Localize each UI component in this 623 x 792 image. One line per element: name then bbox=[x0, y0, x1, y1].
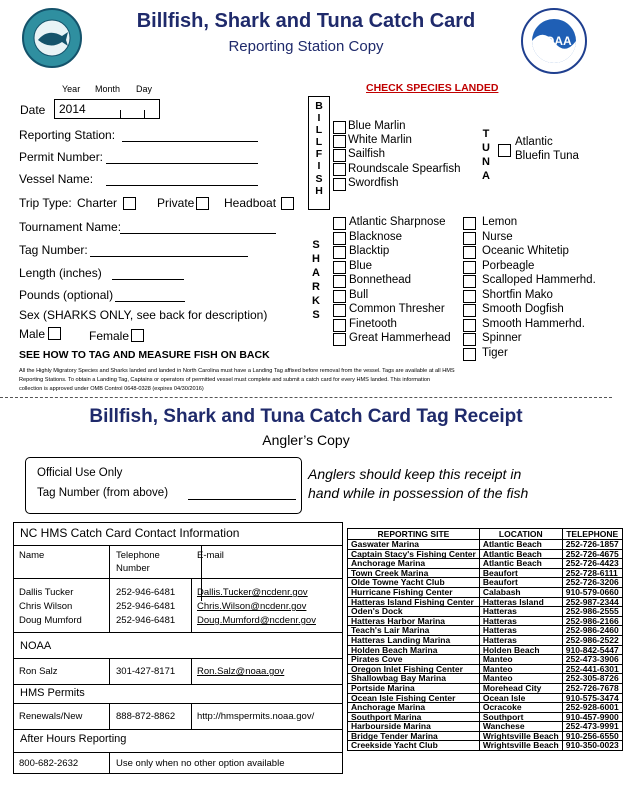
shark-species-checkbox[interactable] bbox=[463, 232, 476, 245]
shark-species-checkbox[interactable] bbox=[333, 217, 346, 230]
billfish-section bbox=[308, 96, 330, 210]
shark-species-checkbox[interactable] bbox=[333, 333, 346, 346]
receipt-tag-number-field[interactable] bbox=[188, 499, 296, 500]
fine-print-line3: collection is approved under OMB Control 0648-0328 (expires 04/30/2016) bbox=[19, 386, 204, 392]
shark-species-checkbox[interactable] bbox=[463, 275, 476, 288]
tournament-name-field[interactable] bbox=[120, 233, 276, 234]
shark-species-label: Spinner bbox=[482, 332, 522, 344]
name-header: Name bbox=[19, 550, 45, 561]
male-checkbox[interactable] bbox=[48, 327, 61, 340]
contact-phone: 252-946-6481 bbox=[116, 587, 176, 598]
telephone-cell: 910-350-0023 bbox=[562, 741, 622, 751]
table-row bbox=[348, 587, 623, 597]
telephone-cell: 910-575-3474 bbox=[562, 693, 622, 703]
noaa-contact-name: Ron Salz bbox=[19, 666, 58, 677]
location-cell: Southport bbox=[479, 712, 562, 722]
site-cell: Town Creek Marina bbox=[348, 568, 480, 578]
shark-species-checkbox[interactable] bbox=[463, 333, 476, 346]
table-row bbox=[348, 722, 623, 732]
contact-phone: 252-946-6481 bbox=[116, 601, 176, 612]
shark-species-label: Shortfin Mako bbox=[482, 288, 553, 301]
headboat-checkbox[interactable] bbox=[281, 197, 294, 210]
shark-species-checkbox[interactable] bbox=[333, 290, 346, 303]
shark-species-checkbox[interactable] bbox=[463, 304, 476, 317]
contact-phone: 252-946-6481 bbox=[116, 615, 176, 626]
white-marlin-label: White Marlin bbox=[348, 134, 412, 146]
site-cell: Bridge Tender Marina bbox=[348, 731, 480, 741]
site-cell: Gaswater Marina bbox=[348, 540, 480, 550]
site-cell: Harbourside Marina bbox=[348, 722, 480, 732]
private-label: Private bbox=[157, 196, 195, 210]
contact-email-link[interactable]: Chris.Wilson@ncdenr.gov bbox=[197, 601, 307, 612]
location-cell: Wrightsville Beach bbox=[479, 731, 562, 741]
pounds-label: Pounds (optional) bbox=[19, 288, 114, 302]
telephone-cell: 252-986-2555 bbox=[562, 607, 622, 617]
site-cell: Hatteras Landing Marina bbox=[348, 635, 480, 645]
table-row bbox=[348, 635, 623, 645]
contact-name: Doug Mumford bbox=[19, 615, 82, 626]
swordfish-checkbox[interactable] bbox=[333, 178, 346, 191]
location-cell: Morehead City bbox=[479, 683, 562, 693]
location-cell: Hatteras Island bbox=[479, 597, 562, 607]
white-marlin-checkbox[interactable] bbox=[333, 135, 346, 148]
see-how-note: SEE HOW TO TAG AND MEASURE FISH ON BACK bbox=[19, 349, 270, 361]
tuna-label-line2: Bluefin Tuna bbox=[515, 150, 579, 162]
shark-species-label: Porbeagle bbox=[482, 259, 535, 272]
noaa-contact-phone: 301-427-8171 bbox=[116, 666, 176, 677]
site-cell: Anchorage Marina bbox=[348, 559, 480, 569]
shark-species-label: Blue bbox=[349, 259, 373, 272]
charter-label: Charter bbox=[77, 196, 118, 210]
shark-species-checkbox[interactable] bbox=[463, 348, 476, 361]
location-cell: Atlantic Beach bbox=[479, 540, 562, 550]
site-cell: Oden's Dock bbox=[348, 607, 480, 617]
site-cell: Creekside Yacht Club bbox=[348, 741, 480, 751]
location-cell: Hatteras bbox=[479, 607, 562, 617]
length-field[interactable] bbox=[112, 279, 184, 280]
keep-note-line1: Anglers should keep this receipt in bbox=[308, 466, 522, 482]
telephone-cell: 910-579-0660 bbox=[562, 587, 622, 597]
sharks-letters: S H A R K S bbox=[312, 239, 320, 321]
day-label: Day bbox=[136, 84, 153, 94]
shark-species-label: Bonnethead bbox=[349, 274, 412, 286]
site-cell: Southport Marina bbox=[348, 712, 480, 722]
contact-name: Dallis Tucker bbox=[19, 587, 74, 598]
shark-species-label: Great Hammerhead bbox=[349, 332, 451, 344]
female-checkbox[interactable] bbox=[131, 329, 144, 342]
shark-species-label: Tiger bbox=[482, 346, 508, 359]
official-use-label: Official Use Only bbox=[37, 467, 123, 479]
phone-header-line1: Telephone bbox=[116, 550, 160, 561]
fine-print-line2: Reporting Stations. To obtain a Landing Tag, Captains or operators of permitted vessel must complete and submit a catch card for every HMS landed. This information bbox=[19, 377, 431, 383]
site-column-header: REPORTING SITE bbox=[348, 529, 480, 540]
check-species-label: CHECK SPECIES LANDED bbox=[366, 82, 499, 94]
reporting-station-label: Reporting Station: bbox=[19, 128, 116, 142]
trip-type-label: Trip Type: bbox=[19, 196, 72, 210]
contact-info-box bbox=[13, 522, 343, 774]
page-title: Billfish, Shark and Tuna Catch Card bbox=[136, 10, 476, 32]
telephone-cell: 252-987-2344 bbox=[562, 597, 622, 607]
shark-species-label: Smooth Hammerhd. bbox=[482, 317, 585, 330]
shark-species-label: Finetooth bbox=[349, 317, 397, 330]
noaa-logo-text: NOAA bbox=[536, 34, 572, 48]
tuna-letters: T U N A bbox=[482, 128, 490, 182]
shark-species-checkbox[interactable] bbox=[463, 217, 476, 230]
vessel-name-label: Vessel Name: bbox=[19, 172, 94, 186]
shark-species-label: Scalloped Hammerhd. bbox=[482, 274, 596, 286]
keep-note-line2: hand while in possession of the fish bbox=[308, 485, 529, 501]
location-cell: Wanchese bbox=[479, 722, 562, 732]
location-cell: Beaufort bbox=[479, 568, 562, 578]
contact-title: NC HMS Catch Card Contact Information bbox=[20, 526, 240, 540]
tag-number-label: Tag Number: bbox=[19, 243, 88, 257]
table-row bbox=[348, 607, 623, 617]
telephone-cell: 910-842-5447 bbox=[562, 645, 622, 655]
location-cell: Ocracoke bbox=[479, 703, 562, 713]
year-label: Year bbox=[62, 84, 81, 94]
contact-name: Chris Wilson bbox=[19, 601, 73, 612]
telephone-cell: 252-726-4675 bbox=[562, 549, 622, 559]
shark-species-checkbox[interactable] bbox=[333, 275, 346, 288]
site-cell: Hatteras Island Fishing Center bbox=[348, 597, 480, 607]
location-cell: Atlantic Beach bbox=[479, 559, 562, 569]
site-cell: Teach's Lair Marina bbox=[348, 626, 480, 636]
table-row bbox=[348, 626, 623, 636]
sailfish-label: Sailfish bbox=[348, 148, 386, 160]
site-cell: Shallowbag Bay Marina bbox=[348, 674, 480, 684]
telephone-cell: 252-986-2460 bbox=[562, 626, 622, 636]
vessel-name-field[interactable] bbox=[106, 185, 258, 186]
shark-species-checkbox[interactable] bbox=[333, 319, 346, 332]
month-label: Month bbox=[95, 84, 121, 94]
shark-species-checkbox[interactable] bbox=[333, 246, 346, 259]
site-cell: Olde Towne Yacht Club bbox=[348, 578, 480, 588]
shark-species-checkbox[interactable] bbox=[333, 304, 346, 317]
blue-marlin-label: Blue Marlin bbox=[348, 120, 406, 132]
location-cell: Manteo bbox=[479, 664, 562, 674]
telephone-cell: 910-457-9900 bbox=[562, 712, 622, 722]
table-row bbox=[348, 540, 623, 550]
telephone-cell: 252-441-6301 bbox=[562, 664, 622, 674]
telephone-cell: 252-305-8726 bbox=[562, 674, 622, 684]
sailfish-checkbox[interactable] bbox=[333, 149, 346, 162]
billfish-letters: B I L L F I S H bbox=[315, 100, 323, 197]
shark-species-checkbox[interactable] bbox=[463, 246, 476, 259]
site-cell: Oregon Inlet Fishing Center bbox=[348, 664, 480, 674]
location-cell: Holden Beach bbox=[479, 645, 562, 655]
hms-renewals-label: Renewals/New bbox=[19, 711, 83, 722]
shark-species-label: Oceanic Whitetip bbox=[482, 245, 569, 257]
noaa-contact-email-link[interactable]: Ron.Salz@noaa.gov bbox=[197, 666, 285, 677]
permit-number-label: Permit Number: bbox=[19, 150, 104, 164]
date-field[interactable] bbox=[54, 99, 160, 119]
table-row bbox=[348, 674, 623, 684]
official-use-box bbox=[25, 457, 302, 514]
shark-species-label: Nurse bbox=[482, 230, 513, 243]
shark-species-checkbox[interactable] bbox=[333, 232, 346, 245]
table-row bbox=[348, 703, 623, 713]
site-cell: Anchorage Marina bbox=[348, 703, 480, 713]
shark-species-label: Lemon bbox=[482, 216, 518, 228]
telephone-cell: 252-473-3906 bbox=[562, 655, 622, 665]
reporting-station-field[interactable] bbox=[122, 141, 258, 142]
site-cell: Captain Stacy's Fishing Center bbox=[348, 549, 480, 559]
contact-email-link[interactable]: Doug.Mumford@ncdenr.gov bbox=[197, 615, 316, 626]
shark-species-label: Common Thresher bbox=[349, 303, 445, 315]
sex-label: Sex (SHARKS ONLY, see back for description) bbox=[19, 308, 268, 322]
location-cell: Ocean Isle bbox=[479, 693, 562, 703]
receipt-subtitle: Angler’s Copy bbox=[262, 432, 350, 448]
location-cell: Manteo bbox=[479, 655, 562, 665]
tournament-name-label: Tournament Name: bbox=[19, 220, 122, 234]
noaa-section-label: NOAA bbox=[20, 640, 52, 652]
location-cell: Hatteras bbox=[479, 635, 562, 645]
site-cell: Hatteras Harbor Marina bbox=[348, 616, 480, 626]
shark-species-checkbox[interactable] bbox=[463, 290, 476, 303]
phone-header-line2: Number bbox=[116, 563, 150, 574]
location-cell: Calabash bbox=[479, 587, 562, 597]
shark-species-checkbox[interactable] bbox=[463, 261, 476, 274]
permit-number-field[interactable] bbox=[106, 163, 258, 164]
shark-species-checkbox[interactable] bbox=[333, 261, 346, 274]
site-cell: Portside Marina bbox=[348, 683, 480, 693]
location-column-header: LOCATION bbox=[479, 529, 562, 540]
charter-checkbox[interactable] bbox=[123, 197, 136, 210]
telephone-cell: 252-726-1857 bbox=[562, 540, 622, 550]
female-label: Female bbox=[89, 329, 130, 343]
telephone-cell: 252-726-3206 bbox=[562, 578, 622, 588]
contact-email-link[interactable]: Dallis.Tucker@ncdenr.gov bbox=[197, 587, 308, 598]
location-cell: Manteo bbox=[479, 674, 562, 684]
bluefin-tuna-checkbox[interactable] bbox=[498, 144, 511, 157]
date-year-value: 2014 bbox=[59, 102, 86, 116]
male-label: Male bbox=[19, 327, 46, 341]
telephone-cell: 252-473-9991 bbox=[562, 722, 622, 732]
after-hours-note: Use only when no other option available bbox=[116, 758, 285, 769]
cut-line bbox=[0, 397, 612, 398]
table-row bbox=[348, 741, 623, 751]
location-cell: Hatteras bbox=[479, 626, 562, 636]
telephone-cell: 252-726-4423 bbox=[562, 559, 622, 569]
location-cell: Hatteras bbox=[479, 616, 562, 626]
blue-marlin-checkbox[interactable] bbox=[333, 121, 346, 134]
shark-species-label: Blacktip bbox=[349, 245, 390, 257]
shark-species-label: Smooth Dogfish bbox=[482, 303, 564, 315]
site-cell: Pirates Cove bbox=[348, 655, 480, 665]
telephone-cell: 252-986-2166 bbox=[562, 616, 622, 626]
site-cell: Holden Beach Marina bbox=[348, 645, 480, 655]
email-header: E-mail bbox=[197, 550, 224, 561]
reporting-stations-table bbox=[347, 528, 623, 751]
after-hours-label: After Hours Reporting bbox=[20, 733, 127, 745]
tag-number-field[interactable] bbox=[90, 256, 248, 257]
shark-species-checkbox[interactable] bbox=[463, 319, 476, 332]
telephone-cell: 252-728-6111 bbox=[562, 568, 622, 578]
location-cell: Beaufort bbox=[479, 578, 562, 588]
site-cell: Ocean Isle Fishing Center bbox=[348, 693, 480, 703]
shark-species-label: Bull bbox=[349, 288, 369, 301]
table-row bbox=[348, 559, 623, 569]
receipt-tag-number-label: Tag Number (from above) bbox=[37, 487, 169, 499]
length-label: Length (inches) bbox=[19, 266, 102, 280]
headboat-label: Headboat bbox=[224, 196, 277, 210]
telephone-cell: 910-256-6550 bbox=[562, 731, 622, 741]
telephone-cell: 252-986-2522 bbox=[562, 635, 622, 645]
date-label: Date bbox=[20, 103, 46, 117]
tuna-label-line1: Atlantic bbox=[515, 136, 553, 148]
hms-permits-link[interactable]: http://hmspermits.noaa.gov/ bbox=[197, 711, 315, 722]
roundscale-spearfish-label: Roundscale Spearfish bbox=[348, 163, 461, 175]
pounds-field[interactable] bbox=[115, 301, 185, 302]
shark-species-label: Blacknose bbox=[349, 230, 403, 243]
table-row bbox=[348, 655, 623, 665]
location-cell: Wrightsville Beach bbox=[479, 741, 562, 751]
after-hours-phone: 800-682-2632 bbox=[19, 758, 79, 769]
swordfish-label: Swordfish bbox=[348, 177, 399, 189]
hms-permits-label: HMS Permits bbox=[20, 687, 85, 699]
telephone-column-header: TELEPHONE bbox=[562, 529, 622, 540]
site-cell: Hurricane Fishing Center bbox=[348, 587, 480, 597]
private-checkbox[interactable] bbox=[196, 197, 209, 210]
fine-print-line1: All the Highly Migratory Species and Sharks landed and landed in North Carolina must have a Landing Tag affixed before removal from the vessel. Tags are available at all HMS bbox=[19, 368, 455, 374]
location-cell: Atlantic Beach bbox=[479, 549, 562, 559]
table-row bbox=[348, 683, 623, 693]
page-subtitle: Reporting Station Copy bbox=[228, 38, 384, 55]
hms-phone: 888-872-8862 bbox=[116, 711, 176, 722]
telephone-cell: 252-928-6001 bbox=[562, 703, 622, 713]
shark-species-label: Atlantic Sharpnose bbox=[349, 216, 446, 228]
table-header-row bbox=[348, 529, 623, 540]
roundscale-spearfish-checkbox[interactable] bbox=[333, 163, 346, 176]
telephone-cell: 252-726-7678 bbox=[562, 683, 622, 693]
receipt-title: Billfish, Shark and Tuna Catch Card Tag Receipt bbox=[89, 406, 523, 427]
